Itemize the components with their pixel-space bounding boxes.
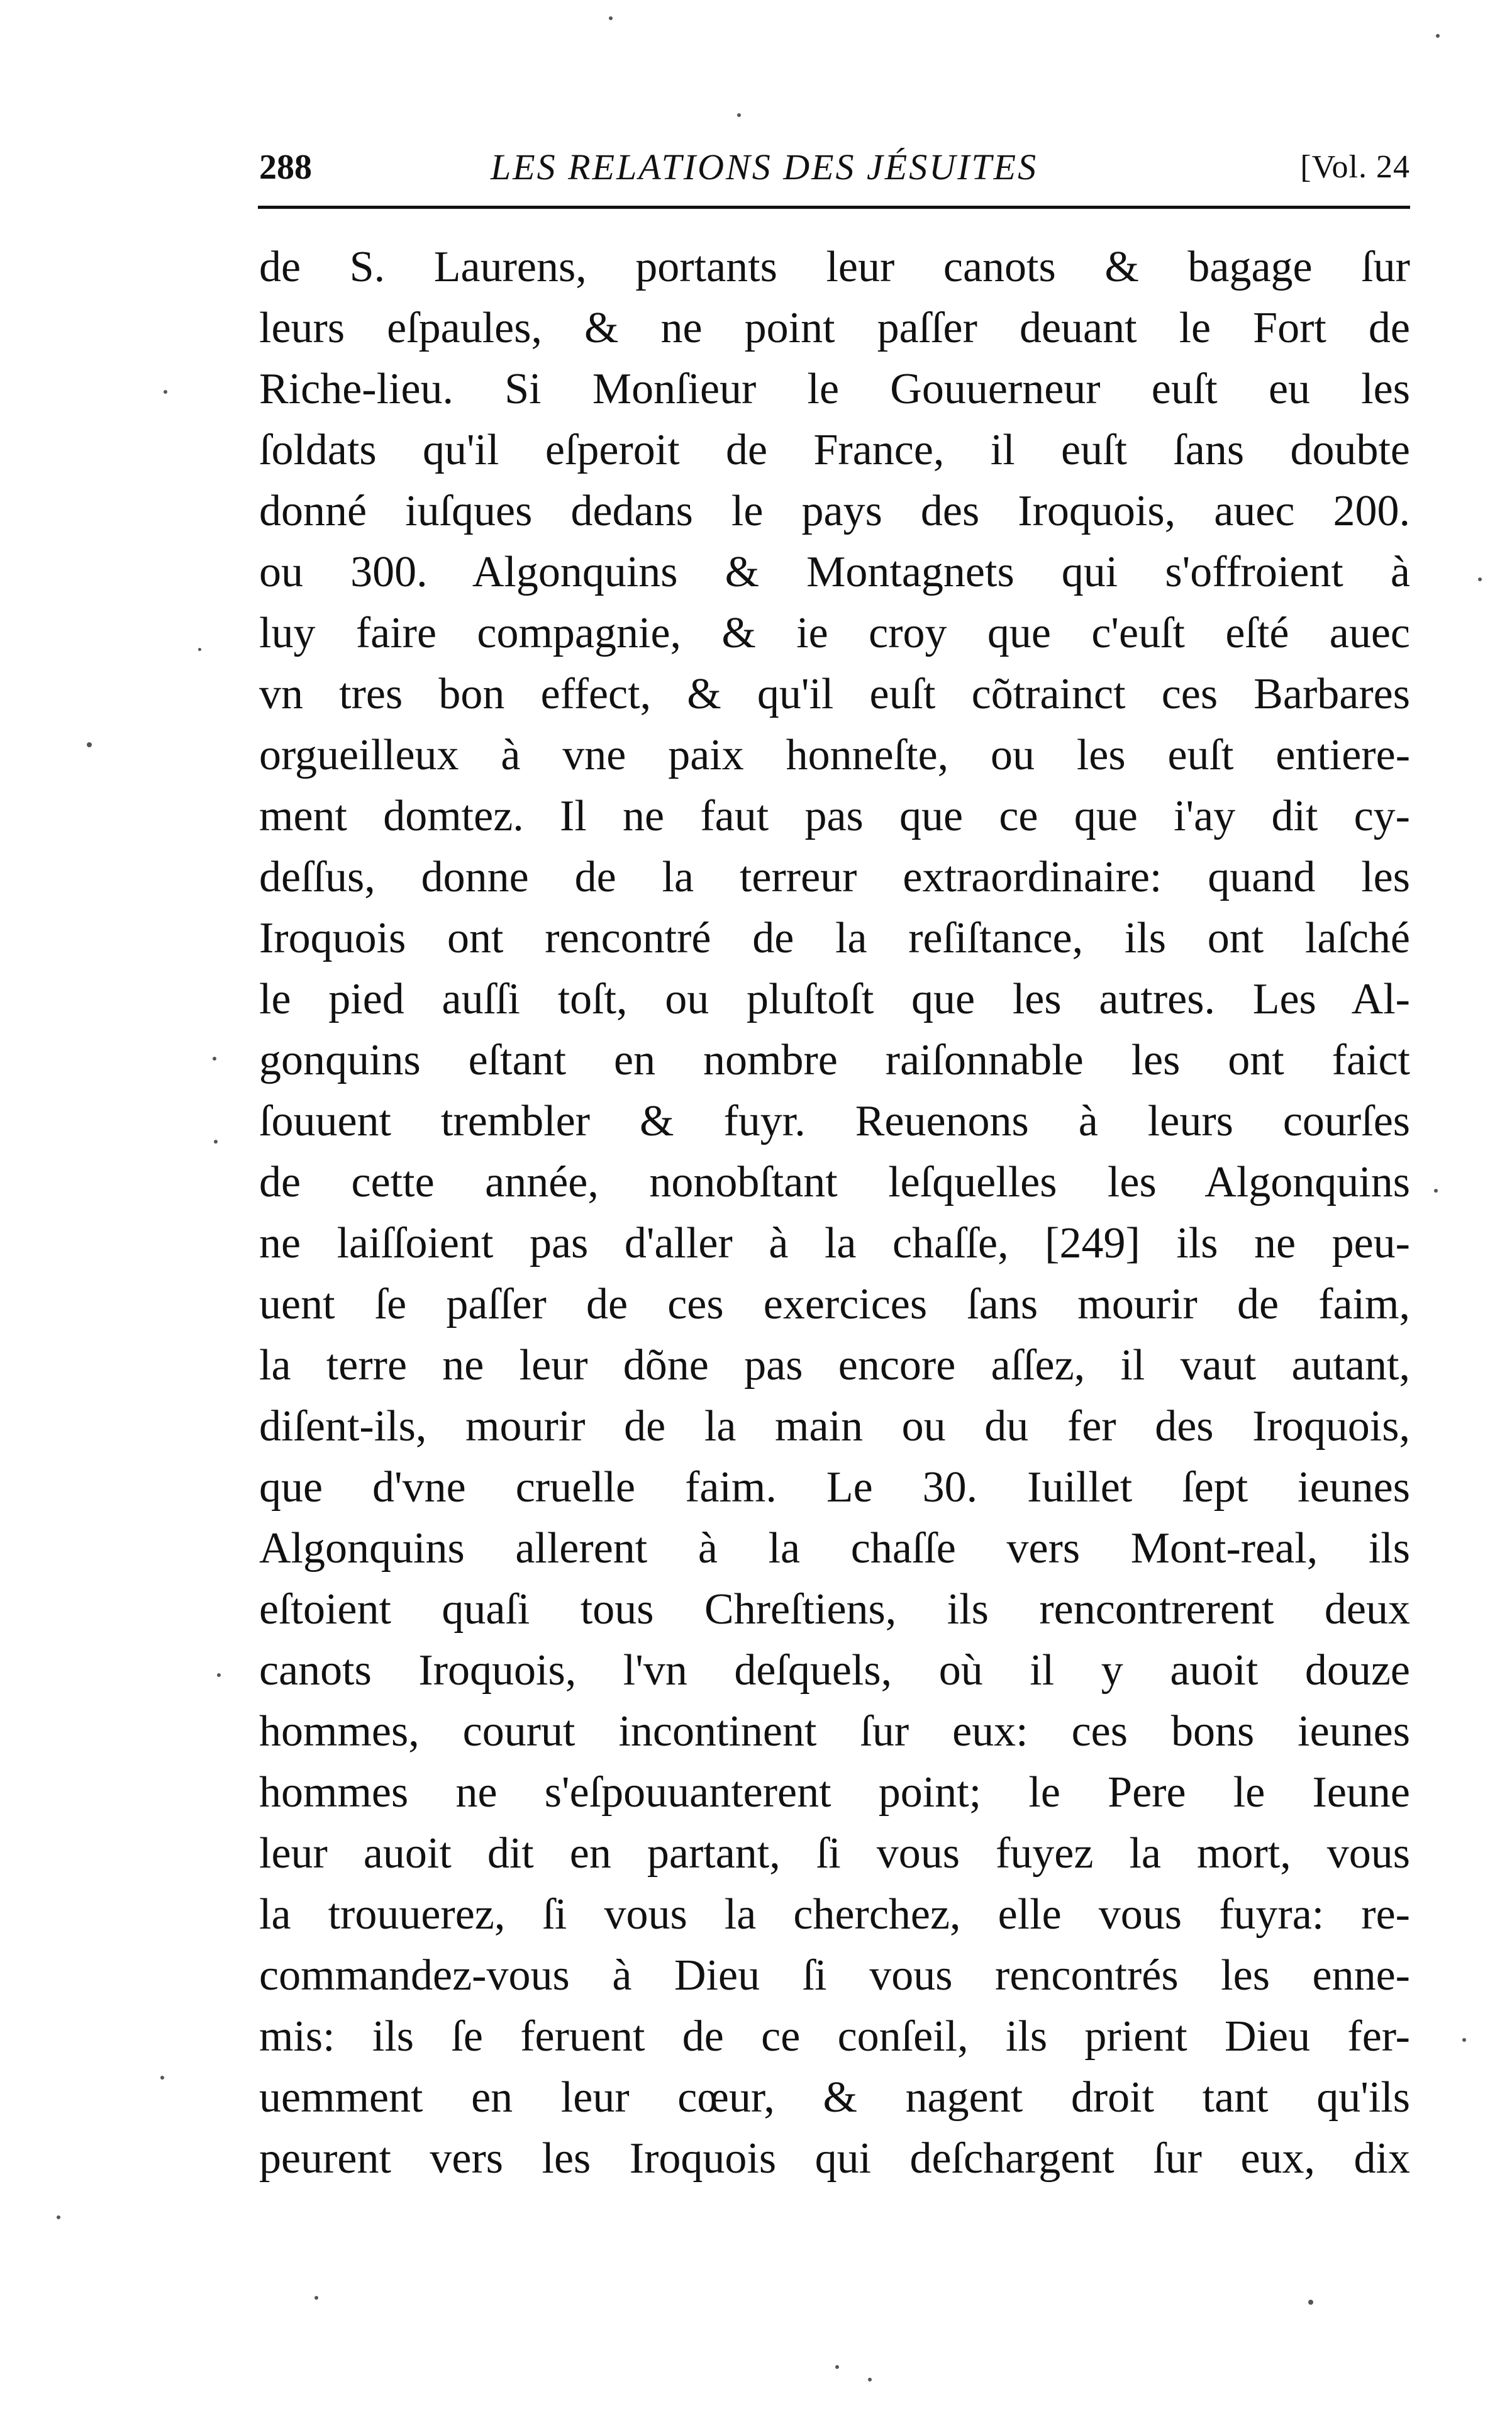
scan-speck xyxy=(609,16,613,20)
scan-speck xyxy=(1434,1189,1438,1193)
text-line: le pied auſſi toſt, ou pluſtoſt que les autres. Les Al- xyxy=(259,975,1410,1023)
text-line: orgueilleux à vne paix honneſte, ou les euſt entiere- xyxy=(259,731,1410,779)
text-line: luy faire compagnie, & ie croy que c'euſt eſté auec xyxy=(259,609,1410,657)
text-line: ne laiſſoient pas d'aller à la chaſſe, [249] ils ne peu- xyxy=(259,1219,1410,1267)
text-line: mis: ils ſe feruent de ce conſeil, ils prient Dieu fer- xyxy=(259,2012,1410,2061)
scan-speck xyxy=(87,742,92,747)
page-number: 288 xyxy=(259,148,312,187)
text-line: que d'vne cruelle faim. Le 30. Iuillet ſept ieunes xyxy=(259,1463,1410,1512)
scan-speck xyxy=(198,648,201,651)
scan-speck xyxy=(868,2378,872,2381)
text-line: eſtoient quaſi tous Chreſtiens, ils rencontrerent deux xyxy=(259,1585,1410,1634)
scan-speck xyxy=(217,1673,221,1677)
body-text xyxy=(259,237,1410,2189)
text-line: ment domtez. Il ne faut pas que ce que i'ay dit cy- xyxy=(259,792,1410,840)
text-line: diſent-ils, mourir de la main ou du fer des Iroquois, xyxy=(259,1402,1410,1451)
scan-speck xyxy=(213,1057,216,1061)
text-line: de cette année, nonobſtant leſquelles les Algonquins xyxy=(259,1158,1410,1206)
scan-speck xyxy=(314,2296,318,2300)
text-line: deſſus, donne de la terreur extraordinaire: quand les xyxy=(259,853,1410,901)
scan-speck xyxy=(1462,2038,1466,2042)
text-line: uemment en leur cœur, & nagent droit tant qu'ils xyxy=(259,2073,1410,2122)
text-line: de S. Laurens, portants leur canots & bagage ſur xyxy=(259,243,1410,291)
scan-speck xyxy=(160,2076,164,2080)
text-line: peurent vers les Iroquois qui deſchargent ſur eux, dix xyxy=(259,2134,1410,2183)
scan-speck xyxy=(214,1140,218,1144)
text-line: leurs eſpaules, & ne point paſſer deuant le Fort de xyxy=(259,304,1410,352)
text-line: gonquins eſtant en nombre raiſonnable les ont faict xyxy=(259,1036,1410,1084)
text-line: Riche-lieu. Si Monſieur le Gouuerneur euſt eu les xyxy=(259,365,1410,413)
text-line: leur auoit dit en partant, ſi vous fuyez la mort, vous xyxy=(259,1829,1410,1878)
text-line: la trouuerez, ſi vous la cherchez, elle vous fuyra: re- xyxy=(259,1890,1410,1939)
running-title: LES RELATIONS DES JÉSUITES xyxy=(491,147,1038,187)
text-line: commandez-vous à Dieu ſi vous rencontrés les enne- xyxy=(259,1951,1410,2000)
volume-label: [Vol. 24 xyxy=(1300,149,1410,185)
text-line: hommes ne s'eſpouuanterent point; le Pere le Ieune xyxy=(259,1768,1410,1817)
scan-speck xyxy=(1478,577,1482,581)
text-line: ſouuent trembler & fuyr. Reuenons à leurs courſes xyxy=(259,1097,1410,1145)
scan-speck xyxy=(1308,2300,1313,2305)
scan-speck xyxy=(1436,34,1440,38)
text-line: Algonquins allerent à la chaſſe vers Mont-real, ils xyxy=(259,1524,1410,1573)
text-line: Iroquois ont rencontré de la reſiſtance, ils ont laſché xyxy=(259,914,1410,962)
header-rule xyxy=(258,206,1410,209)
scan-speck xyxy=(737,113,741,117)
text-line: donné iuſques dedans le pays des Iroquois, auec 200. xyxy=(259,487,1410,535)
scan-speck xyxy=(164,390,167,394)
text-line: uent ſe paſſer de ces exercices ſans mourir de faim, xyxy=(259,1280,1410,1328)
text-line: ſoldats qu'il eſperoit de France, il euſt ſans doubte xyxy=(259,426,1410,474)
text-line: ou 300. Algonquins & Montagnets qui s'offroient à xyxy=(259,548,1410,596)
running-head xyxy=(259,142,1410,192)
text-line: hommes, courut incontinent ſur eux: ces bons ieunes xyxy=(259,1707,1410,1756)
text-line: vn tres bon effect, & qu'il euſt cõtrainct ces Barbares xyxy=(259,670,1410,718)
scan-speck xyxy=(835,2365,839,2369)
text-line: la terre ne leur dõne pas encore aſſez, il vaut autant, xyxy=(259,1341,1410,1390)
text-line: canots Iroquois, l'vn deſquels, où il y auoit douze xyxy=(259,1646,1410,1695)
scan-speck xyxy=(57,2215,60,2219)
